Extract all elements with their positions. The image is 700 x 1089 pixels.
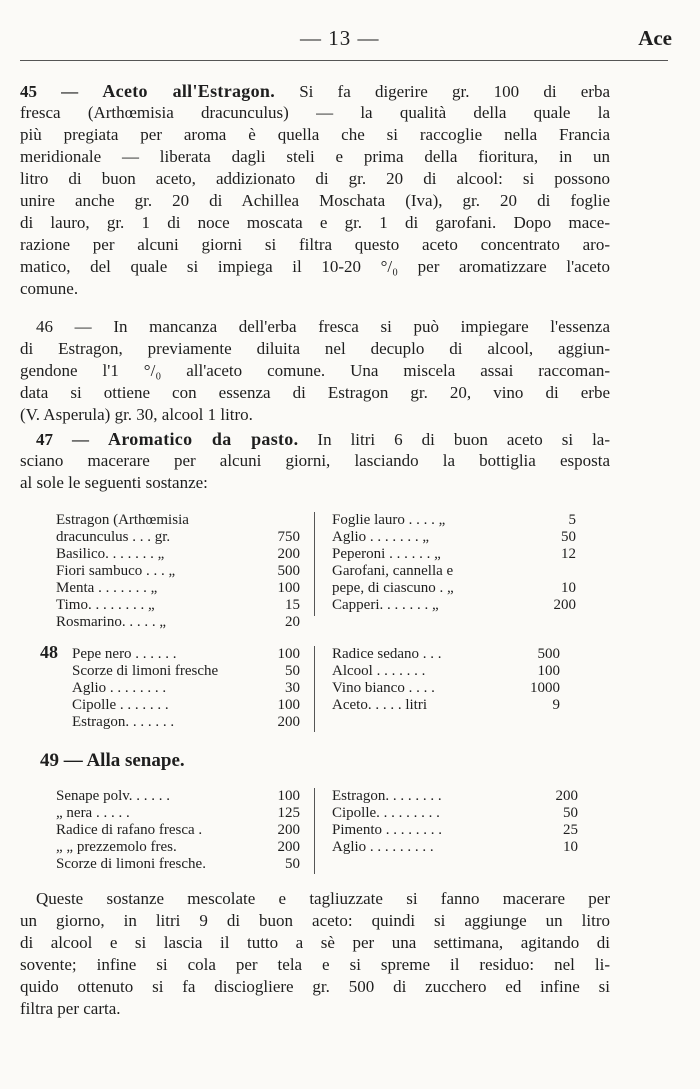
ingredient-row: „ nera . . . . . 125: [56, 805, 300, 821]
ingredient-row: Timo. . . . . . . . „ 15: [56, 597, 300, 613]
column-divider: [314, 788, 315, 874]
ingredient-row: Capperi. . . . . . . „ 200: [332, 597, 576, 613]
text-line: gendone l'1 °/₀ all'aceto comune. Una miscela assai raccoman-: [20, 361, 610, 380]
ingredient-row: Fiori sambuco . . . „ 500: [56, 563, 300, 579]
ingredient-row: Scorze di limoni fresche. 50: [56, 856, 300, 872]
entry-47-lead: In litri 6 di buon aceto si la-: [317, 430, 611, 449]
text-line: sciano macerare per alcuni giorni, lasciando la bottiglia esposta: [20, 451, 610, 470]
recipe-49-right: [332, 788, 578, 856]
text-line: (V. Asperula) gr. 30, alcool 1 litro.: [20, 405, 253, 424]
ingredient-row: Peperoni . . . . . . „ 12: [332, 546, 576, 562]
text-line: comune.: [20, 279, 79, 298]
text-line: al sole le seguenti sostanze:: [20, 473, 208, 492]
ingredient-row: Estragon. . . . . . . . 200: [332, 788, 578, 804]
ingredient-row: Rosmarino. . . . . „ 20: [56, 614, 300, 630]
ingredient-row: pepe, di ciascuno . „ 10: [332, 580, 576, 596]
paragraph-45: [20, 80, 610, 300]
ingredient-row: Alcool . . . . . . . 100: [332, 663, 560, 679]
text-line: unire anche gr. 20 di Achillea Moschata (Iva), gr. 20 di foglie: [20, 191, 610, 210]
entry-45-lead: Si fa digerire gr. 100 di erba: [299, 82, 610, 101]
text-line: data si ottiene con essenza di Estragon gr. 20, vino di erbe: [20, 383, 610, 402]
entry-number-48: 48: [40, 642, 58, 662]
ingredient-row: Aceto. . . . . litri 9: [332, 697, 560, 713]
paragraph-47: [20, 428, 610, 494]
ingredient-row: Vino bianco . . . . 1000: [332, 680, 560, 696]
text-line: sovente; infine si cola per tela e si spreme il residuo: nel li-: [20, 955, 610, 974]
entry-title-45: Aceto all'Estragon.: [102, 81, 275, 101]
entry-heading-49: [40, 750, 185, 772]
ingredient-row: Aglio . . . . . . . „ 50: [332, 529, 576, 545]
paragraph-closing: [20, 888, 610, 1020]
text-line: matico, del quale si impiega il 10-20 °/₀ per aromatizzare l'aceto: [20, 257, 610, 276]
ingredient-row: Foglie lauro . . . . „ 5: [332, 512, 576, 528]
page-header: [20, 26, 672, 62]
text-line: razione per alcuni giorni si filtra questo aceto concentrato aro-: [20, 235, 610, 254]
ingredient-row: „ „ prezzemolo fres. 200: [56, 839, 300, 855]
text-line: meridionale — liberata dagli steli e prima della fioritura, in un: [20, 147, 610, 166]
ingredient-row: Radice sedano . . . 500: [332, 646, 560, 662]
paragraph-46: [20, 316, 610, 426]
column-divider: [314, 512, 315, 616]
header-rule: [20, 60, 668, 61]
column-divider: [314, 646, 315, 732]
entry-title-47: Aromatico da pasto.: [108, 429, 299, 449]
ingredient-row: Menta . . . . . . . „ 100: [56, 580, 300, 596]
text-line: filtra per carta.: [20, 999, 121, 1018]
recipe-47-left: [56, 512, 300, 631]
ingredient-row: Pepe nero . . . . . . 100: [72, 646, 300, 662]
entry-number-45: 45 —: [20, 82, 79, 101]
ingredient-row: Cipolle . . . . . . . 100: [72, 697, 300, 713]
ingredient-row: Aglio . . . . . . . . 30: [72, 680, 300, 696]
ingredient-row: Senape polv. . . . . . 100: [56, 788, 300, 804]
recipe-48-left: [72, 646, 300, 731]
entry-number-49: 49: [40, 750, 59, 771]
ingredient-row: Scorze di limoni fresche 50: [72, 663, 300, 679]
text-line: quido ottenuto si fa disciogliere gr. 500 di zucchero ed infine si: [20, 977, 610, 996]
entry-number-47: 47 —: [36, 430, 90, 449]
text-line: [20, 428, 610, 450]
ingredient-row: Basilico. . . . . . . „ 200: [56, 546, 300, 562]
ingredient-row: Pimento . . . . . . . . 25: [332, 822, 578, 838]
ingredient-row: Estragon (Arthœmisia: [56, 512, 189, 528]
ingredient-row: Radice di rafano fresca . 200: [56, 822, 300, 838]
ingredient-row: dracunculus . . . gr. 750: [56, 529, 300, 545]
recipe-47-right: [332, 512, 576, 614]
entry-title-49: — Alla senape.: [63, 750, 185, 771]
text-line: Queste sostanze mescolate e tagliuzzate si fanno macerare per: [36, 889, 610, 908]
text-line: più pregiata per aroma è quella che si raccoglie nella Francia: [20, 125, 610, 144]
recipe-49-left: [56, 788, 300, 873]
ingredient-row: Estragon. . . . . . . 200: [72, 714, 300, 730]
recipe-48-right: [332, 646, 560, 714]
ingredient-row: Aglio . . . . . . . . . 10: [332, 839, 578, 855]
running-head: Ace: [638, 26, 672, 50]
text-line: di alcool e si lascia il tutto a sè per una settimana, agitando di: [20, 933, 610, 952]
text-line: [20, 80, 610, 102]
ingredient-row: Cipolle. . . . . . . . . 50: [332, 805, 578, 821]
text-line: 46 — In mancanza dell'erba fresca si può impiegare l'essenza: [36, 317, 610, 336]
ingredient-row: Garofani, cannella e: [332, 563, 454, 579]
text-line: di lauro, gr. 1 di noce moscata e gr. 1 di garofani. Dopo mace-: [20, 213, 610, 232]
page-number: — 13 —: [300, 26, 380, 50]
text-line: fresca (Arthœmisia dracunculus) — la qualità della quale la: [20, 103, 610, 122]
text-line: di Estragon, previamente diluita nel decuplo di alcool, aggiun-: [20, 339, 610, 358]
text-line: litro di buon aceto, addizionato di gr. 20 di alcool: si possono: [20, 169, 610, 188]
text-line: un giorno, in litri 9 di buon aceto: quindi si aggiunge un litro: [20, 911, 610, 930]
